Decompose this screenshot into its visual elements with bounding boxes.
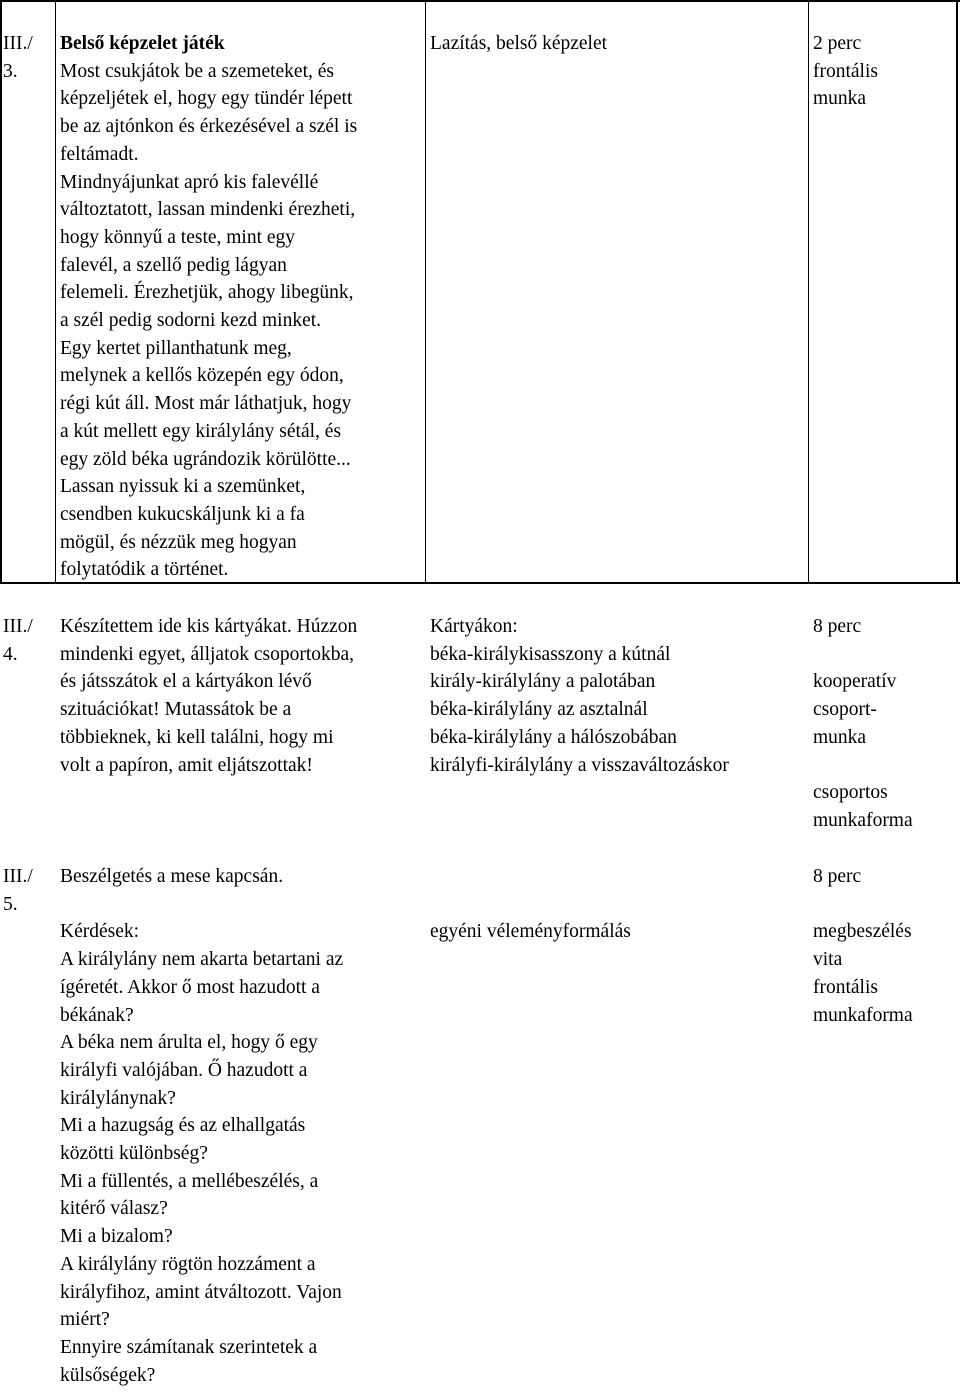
activity-text: [60, 863, 343, 1389]
text-line: falevél, a szellő pedig lágyan: [60, 254, 287, 276]
text-line: többieknek, ki kell találni, hogy mi: [60, 726, 334, 748]
text-line: Lazítás, belső képzelet: [430, 33, 608, 54]
text-line: királyfihoz, amint átváltozott. Vajon: [60, 1281, 342, 1303]
activity-cell: [60, 30, 357, 584]
text-line: frontális: [813, 976, 878, 998]
text-line: csoport-: [813, 699, 877, 721]
row-number: III./: [3, 616, 33, 637]
text-line: munkaforma: [813, 809, 913, 831]
text-line: Ennyire számítanak szerintetek a: [60, 1336, 318, 1358]
row-number: 5.: [3, 893, 18, 915]
row-number: III./: [3, 33, 33, 54]
text-line: közötti különbség?: [60, 1143, 208, 1165]
activity-cell: [60, 863, 343, 1389]
text-line: [430, 891, 631, 919]
goal-cell: [430, 30, 607, 58]
text-line: királylánynak?: [60, 1087, 176, 1109]
text-line: kooperatív: [813, 671, 897, 693]
text-line: Lassan nyissuk ki a szemünket,: [60, 476, 306, 498]
activity-text: [60, 613, 357, 779]
text-line: változtatott, lassan mindenki érezheti,: [60, 199, 356, 221]
text-line: egyéni véleményformálás: [430, 921, 631, 943]
text-line: frontális: [813, 60, 878, 82]
text-line: munka: [813, 88, 867, 110]
text-line: Egy kertet pillanthatunk meg,: [60, 337, 292, 359]
text-line: 8 perc: [813, 616, 862, 637]
row-number: III./: [3, 866, 33, 887]
text-line: munkaforma: [813, 1004, 913, 1026]
text-line: folytatódik a történet.: [60, 559, 229, 581]
text-line: kitérő válasz?: [60, 1198, 168, 1220]
row-number: 4.: [3, 643, 18, 665]
text-line: királyfi-királylány a visszaváltozáskor: [430, 754, 729, 776]
column-divider-1: [55, 0, 56, 584]
row-number-cell: [3, 613, 33, 668]
text-line: melynek a kellős közepén egy ódon,: [60, 365, 344, 387]
row-number: 3.: [3, 60, 18, 82]
time-text: [813, 30, 878, 113]
table-border-top: [0, 0, 960, 2]
text-line: csendben kukucskáljunk ki a fa: [60, 503, 305, 525]
text-line: a szél pedig sodorni kezd minket.: [60, 310, 322, 332]
text-line: csoportos: [813, 782, 888, 804]
text-line: külsőségek?: [60, 1364, 156, 1386]
activity-text: [60, 58, 357, 584]
text-line: Mi a bizalom?: [60, 1226, 173, 1248]
text-line: királyfi valójában. Ő hazudott a: [60, 1059, 308, 1081]
goal-text: [430, 613, 729, 779]
text-line: feltámadt.: [60, 143, 139, 165]
text-line: egy zöld béka ugrándozik körülötte...: [60, 448, 351, 470]
text-line: régi kút áll. Most már láthatjuk, hogy: [60, 393, 352, 415]
text-line: béka-királykisasszony a kútnál: [430, 643, 671, 665]
text-line: béka-királylány az asztalnál: [430, 699, 648, 721]
column-divider-2: [425, 0, 426, 584]
time-text: [813, 613, 913, 835]
text-line: képzeljétek el, hogy egy tündér lépett: [60, 88, 353, 110]
text-line: Mindnyájunkat apró kis falevéllé: [60, 171, 319, 193]
table-border-left: [0, 0, 2, 584]
text-line: vita: [813, 949, 843, 971]
text-line: [430, 863, 631, 891]
text-line: szituációkat! Mutassátok be a: [60, 699, 292, 721]
text-line: munka: [813, 726, 867, 748]
column-divider-3: [808, 0, 809, 584]
text-line: mögül, és nézzük meg hogyan: [60, 531, 297, 553]
goal-cell: [430, 613, 729, 779]
text-line: Mi a hazugság és az elhallgatás: [60, 1115, 306, 1137]
row-number-cell: [3, 30, 33, 85]
text-line: [60, 891, 343, 919]
text-line: [813, 641, 913, 669]
activity-title: Belső képzelet játék: [60, 33, 225, 54]
text-line: mindenki egyet, álljatok csoportokba,: [60, 643, 355, 665]
text-line: Kérdések:: [60, 921, 140, 943]
goal-text: [430, 30, 607, 58]
time-cell: [813, 863, 913, 1029]
text-line: Mi a füllentés, a mellébeszélés, a: [60, 1170, 319, 1192]
text-line: [813, 891, 913, 919]
goal-text: [430, 863, 631, 946]
text-line: ígéretét. Akkor ő most hazudott a: [60, 976, 320, 998]
activity-cell: [60, 613, 357, 779]
text-line: 8 perc: [813, 866, 862, 887]
time-cell: [813, 613, 913, 835]
text-line: és játsszátok el a kártyákon lévő: [60, 671, 312, 693]
text-line: 2 perc: [813, 33, 862, 54]
text-line: A béka nem árulta el, hogy ő egy: [60, 1032, 318, 1054]
text-line: felemeli. Érezhetjük, ahogy libegünk,: [60, 282, 354, 304]
text-line: miért?: [60, 1309, 110, 1331]
table-border-right: [956, 0, 958, 584]
text-line: megbeszélés: [813, 921, 912, 943]
text-line: Kártyákon:: [430, 616, 518, 637]
text-line: Beszélgetés a mese kapcsán.: [60, 866, 284, 887]
text-line: A királylány rögtön hozzáment a: [60, 1253, 316, 1275]
text-line: Készítettem ide kis kártyákat. Húzzon: [60, 616, 358, 637]
text-line: békának?: [60, 1004, 134, 1026]
text-line: a kút mellett egy királylány sétál, és: [60, 420, 342, 442]
goal-cell: [430, 863, 631, 946]
time-cell: [813, 30, 878, 113]
row-number-cell: [3, 863, 33, 918]
text-line: béka-királylány a hálószobában: [430, 726, 677, 748]
text-line: Most csukjátok be a szemeteket, és: [60, 60, 334, 82]
text-line: be az ajtónkon és érkezésével a szél is: [60, 116, 358, 138]
text-line: [813, 752, 913, 780]
text-line: hogy könnyű a teste, mint egy: [60, 226, 296, 248]
text-line: volt a papíron, amit eljátszottak!: [60, 754, 313, 776]
time-text: [813, 863, 913, 1029]
text-line: A királylány nem akarta betartani az: [60, 949, 344, 971]
text-line: király-királylány a palotában: [430, 671, 656, 693]
